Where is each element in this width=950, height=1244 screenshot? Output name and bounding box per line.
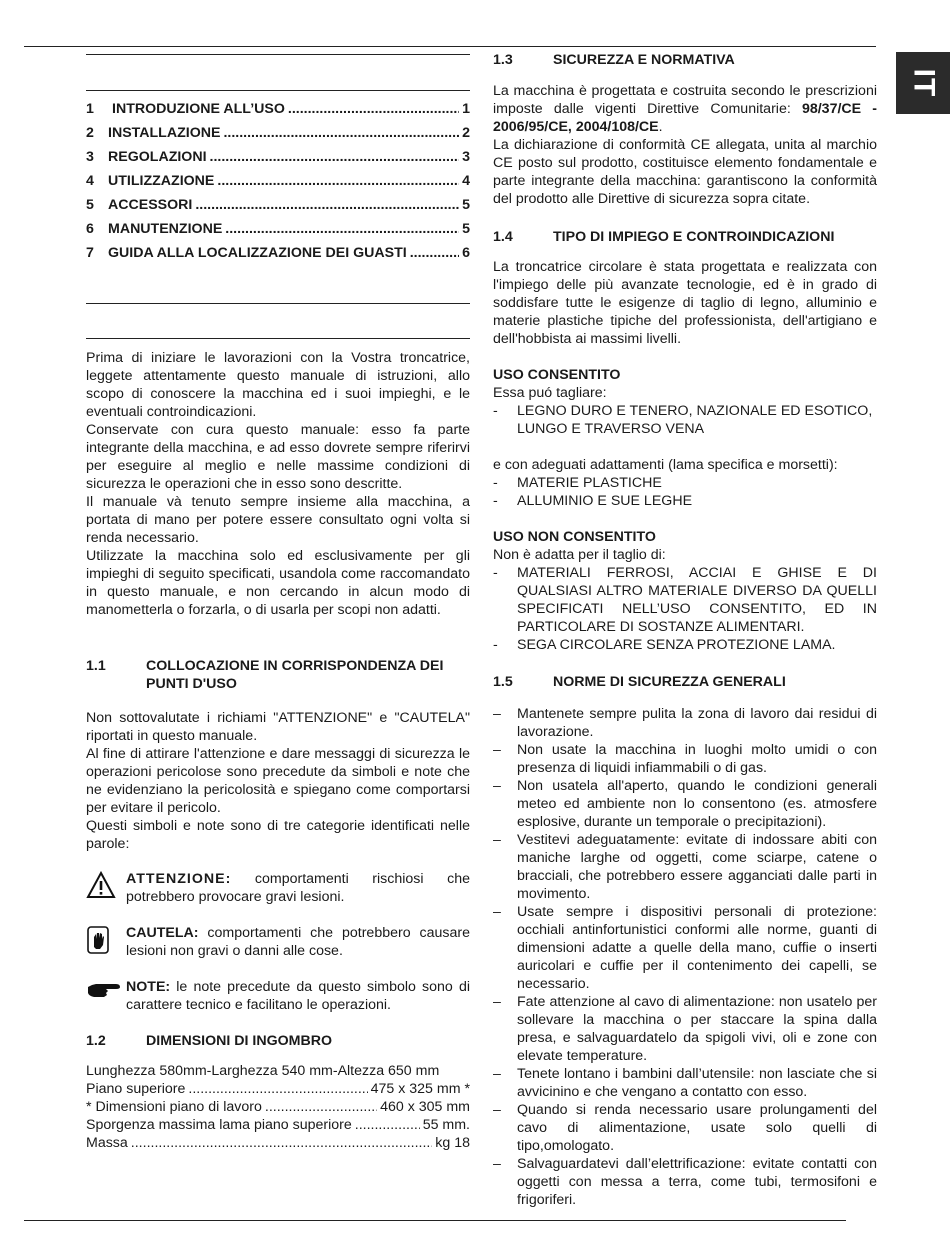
list-item: – Salvaguardatevi dall’elettrificazione: evitate contatti con oggetti con messa a terra, come tubi, termosifoni e frigoriferi. bbox=[493, 1156, 877, 1208]
list-item: - MATERIALI FERROSI, ACCIAI E GHISE E DI QUALSIASI ALTRO MATERIALE DIVERSO DA QUELLI SPECIFICATI NELL’USO CONSENTITO, ED IN PARTICOLARE DI SOSTANZE ALIMENTARI. bbox=[493, 565, 877, 635]
spec-line: Lunghezza 580mm-Larghezza 540 mm-Altezza 650 mm bbox=[86, 1063, 440, 1079]
list-item: - ALLUMINIO E SUE LEGHE bbox=[493, 493, 693, 509]
section-heading: 1.4 TIPO DI IMPIEGO E CONTROINDICAZIONI bbox=[493, 229, 835, 245]
pointing-hand-icon bbox=[86, 978, 126, 1004]
list-item: – Fate attenzione al cavo di alimentazione: non usatelo per sollevare la macchina o per staccare la spina dalla presa, e salvaguardatelo da spigoli vivi, oli e zone con elevate temperature. bbox=[493, 994, 877, 1064]
list-item: – Vestitevi adeguatamente: evitate di indossare abiti con maniche larghe od oggetti, come sciarpe, catene o bracciali, che potrebbero essere agganciati dalle parti in movimento. bbox=[493, 832, 877, 902]
section-heading: 1.3 SICUREZZA E NORMATIVA bbox=[493, 52, 735, 68]
left-rule-3 bbox=[86, 303, 470, 304]
section-paragraph: La dichiarazione di conformità CE allegata, unita al marchio CE posto sul prodotto, costituisce elemento fondamentale e parte integrante della macchina: garantiscono la conformità del prodotto alle Direttive di sicurezza sopra citate. bbox=[493, 137, 877, 207]
table-of-contents bbox=[86, 100, 470, 268]
list-item: – Non usatela all'aperto, quando le condizioni generali meteo ed ambiente non lo consentono (es. atmosfere esplosive, durante un temporale o precipitazioni). bbox=[493, 778, 877, 830]
section-paragraph: Al fine di attirare l'attenzione e dare messaggi di sicurezza le operazioni pericolose sono precedute da simboli e note che ne evidenziano la pericolosità e spiegano come comportarsi per evitare il pericolo. bbox=[86, 746, 470, 816]
list-item: - SEGA CIRCOLARE SENZA PROTEZIONE LAMA. bbox=[493, 637, 836, 653]
list-item: – Non usate la macchina in luoghi molto umidi o con presenza di liquidi infiammabili o di gas. bbox=[493, 742, 877, 776]
subheading-intro: e con adeguati adattamenti (lama specifica e morsetti): bbox=[493, 457, 838, 473]
caution-note: CAUTELA: comportamenti che potrebbero causare lesioni non gravi o danni alle cose. bbox=[86, 924, 470, 960]
left-rule-2 bbox=[86, 90, 470, 91]
list-item: - LEGNO DURO E TENERO, NAZIONALE ED ESOTICO, LUNGO E TRAVERSO VENA bbox=[493, 403, 873, 437]
subheading: USO NON CONSENTITO bbox=[493, 529, 656, 545]
hand-caution-icon bbox=[86, 924, 126, 960]
section-paragraph: La macchina è progettata e costruita secondo le prescrizioni imposte dalle vigenti Direttive Comunitarie: 98/37/CE - 2006/95/CE, 2004/108/CE. bbox=[493, 83, 877, 135]
section-1-5 bbox=[493, 673, 877, 1209]
toc-entry: 7 GUIDA ALLA LOCALIZZAZIONE DEI GUASTI ..... 6 bbox=[86, 244, 470, 268]
spec-row: * Dimensioni piano di lavoro ..... 460 x 305 mm bbox=[86, 1098, 470, 1116]
intro-paragraph: Utilizzate la macchina solo ed esclusivamente per gli impieghi di seguito specificati, usandola come raccomandato in questo manuale, e non cercando in alcun modo di manometterla o forzarla, o di usarla per scopi non adatti. bbox=[86, 548, 470, 618]
section-heading: 1.5 NORME DI SICUREZZA GENERALI bbox=[493, 674, 786, 690]
section-heading: 1.1 COLLOCAZIONE IN CORRISPONDENZA DEI PUNTI D'USO bbox=[86, 658, 444, 692]
list-item: – Tenete lontano i bambini dall’utensile: non lasciate che si avvicinino e che vengano a contatto con esso. bbox=[493, 1066, 877, 1100]
list-item: – Usate sempre i dispositivi personali di protezione: occhiali antinfortunistici conformi alle norme, guanti di dimensioni adatte a quelle della mano, cuffie o inserti auricolari e cuffie per il contenimento dei capelli, se necessario. bbox=[493, 904, 877, 992]
bottom-rule bbox=[24, 1220, 846, 1221]
intro-paragraph: Conservate con cura questo manuale: esso fa parte integrante della macchina, e ad esso dovrete sempre riferirvi per eseguire al meglio e nelle massime condizioni di sicurezza le operazioni che in esso sono descritte. bbox=[86, 422, 470, 492]
warning-triangle-icon bbox=[86, 870, 126, 904]
subheading-intro: Non è adatta per il taglio di: bbox=[493, 547, 666, 563]
section-paragraph: La troncatrice circolare è stata progettata e realizzata con l'impiego delle più avanzate tecnologie, ed è in grado di soddisfare tutte le esigenze di taglio di legno, alluminio e materie plastiche tipiche del professionista, dell'artigiano e dell'hobbista ai massimi livelli. bbox=[493, 259, 877, 347]
subheading-intro: Essa puó tagliare: bbox=[493, 385, 607, 401]
list-item: – Mantenete sempre pulita la zona di lavoro dai residui di lavorazione. bbox=[493, 706, 877, 740]
subheading: USO CONSENTITO bbox=[493, 367, 621, 383]
language-tab: IT bbox=[896, 52, 950, 114]
intro-paragraph: Il manuale và tenuto sempre insieme alla macchina, a portata di mano per potere essere consultato ogni volta si renda necessario. bbox=[86, 494, 470, 546]
toc-entry: 2 INSTALLAZIONE ..... 2 bbox=[86, 124, 470, 148]
section-paragraph: Questi simboli e note sono di tre categorie identificati nelle parole: bbox=[86, 818, 470, 852]
toc-entry: 4 UTILIZZAZIONE ..... 4 bbox=[86, 172, 470, 196]
intro-paragraph: Prima di iniziare le lavorazioni con la Vostra troncatrice, leggete attentamente questo manuale di istruzioni, allo scopo di conoscere la macchina ed i suoi impieghi, e le eventuali controindicazioni. bbox=[86, 350, 470, 420]
intro-section bbox=[86, 349, 470, 619]
list-item: - MATERIE PLASTICHE bbox=[493, 475, 662, 491]
toc-entry: 6 MANUTENZIONE ..... 5 bbox=[86, 220, 470, 244]
spec-row: Sporgenza massima lama piano superiore ..... 55 mm. bbox=[86, 1116, 470, 1134]
section-1-1 bbox=[86, 657, 470, 1014]
section-1-3 bbox=[493, 51, 877, 208]
warning-note: ATTENZIONE: comportamenti rischiosi che potrebbero provocare gravi lesioni. bbox=[86, 870, 470, 906]
section-1-4 bbox=[493, 228, 877, 654]
top-rule bbox=[24, 46, 876, 47]
toc-entry: 5 ACCESSORI ..... 5 bbox=[86, 196, 470, 220]
toc-entry: 3 REGOLAZIONI ..... 3 bbox=[86, 148, 470, 172]
list-item: – Quando si renda necessario usare prolungamenti del cavo di alimentazione, usate solo quelli di tipo,omologato. bbox=[493, 1102, 877, 1154]
section-1-2 bbox=[86, 1032, 470, 1152]
left-rule-1 bbox=[86, 54, 470, 55]
toc-entry: 1 INTRODUZIONE ALL’USO ..... 1 bbox=[86, 100, 470, 124]
technical-note: NOTE: le note precedute da questo simbolo sono di carattere tecnico e facilitano le operazioni. bbox=[86, 978, 470, 1014]
spec-row: Piano superiore ..... 475 x 325 mm * bbox=[86, 1080, 470, 1098]
spec-row: Massa ..... kg 18 bbox=[86, 1134, 470, 1152]
section-paragraph: Non sottovalutate i richiami "ATTENZIONE" e "CAUTELA" riportati in questo manuale. bbox=[86, 710, 470, 744]
section-heading: 1.2 DIMENSIONI DI INGOMBRO bbox=[86, 1033, 333, 1049]
left-rule-4 bbox=[86, 338, 470, 339]
